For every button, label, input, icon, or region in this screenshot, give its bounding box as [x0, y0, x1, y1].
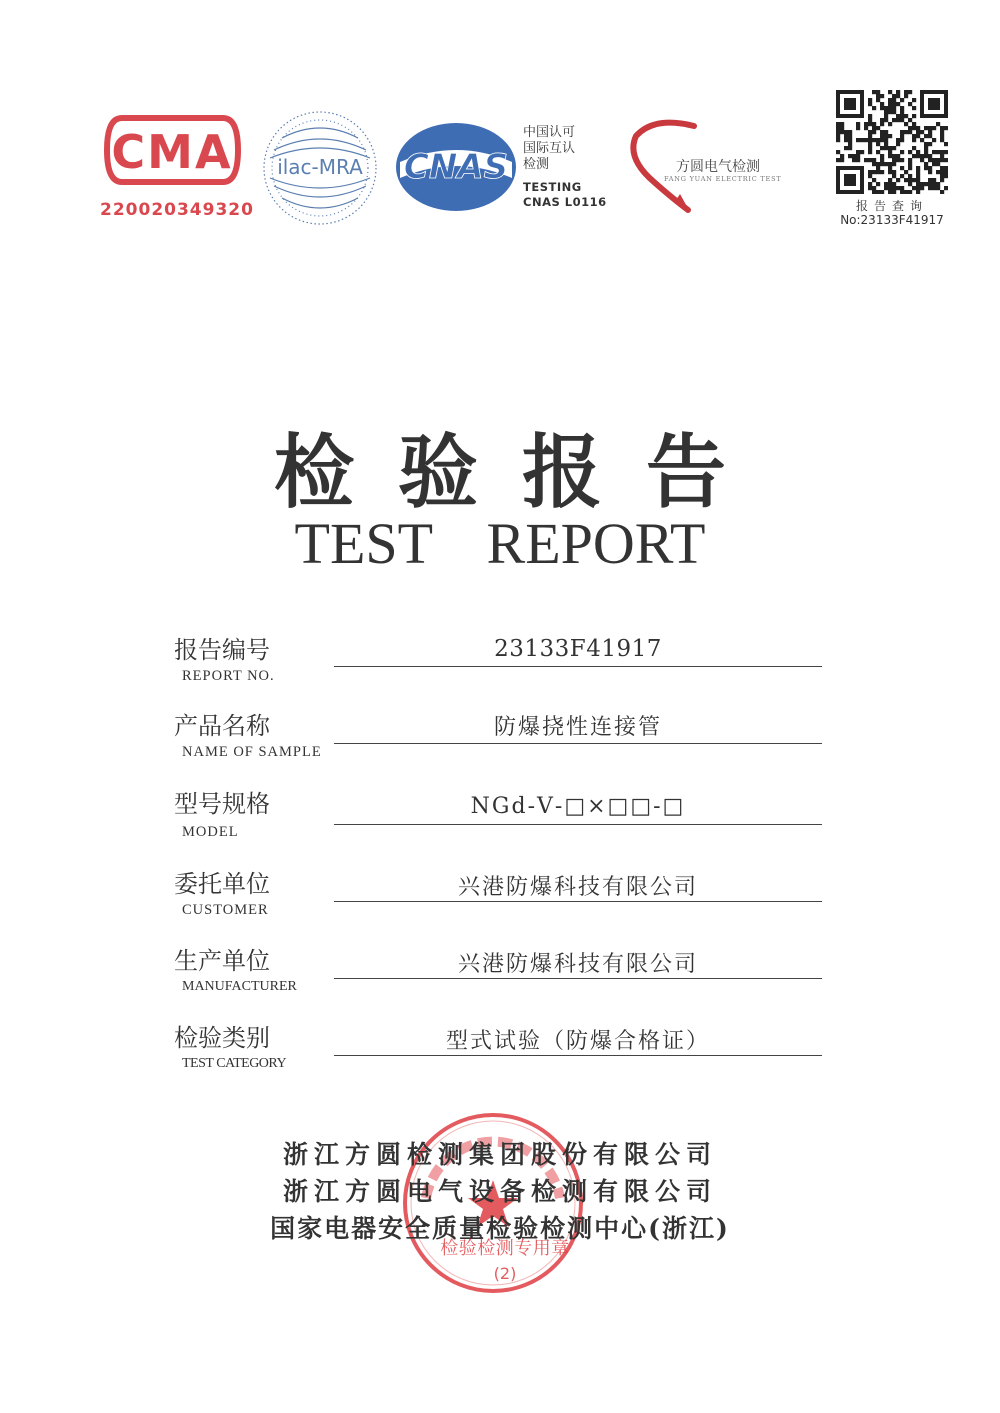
field-underline [334, 978, 822, 979]
field-underline [334, 901, 822, 902]
cnas-cn-line: 国际互认 [523, 141, 576, 156]
field-label-en: MANUFACTURER [182, 979, 297, 994]
field-test-category [0, 1018, 1000, 1098]
cma-number: 220020349320 [100, 200, 254, 220]
field-label-cn: 型号规格 [174, 790, 270, 818]
field-label-en: REPORT NO. [182, 668, 275, 684]
cnas-en-text [523, 180, 623, 210]
title-en: TEST REPORT [294, 511, 706, 576]
seal-text: 检验检测专用章 [440, 1238, 570, 1259]
cma-logo-text: CMA [111, 125, 233, 179]
issuer-1: 浙江方圆检测集团股份有限公司 [282, 1140, 717, 1169]
cnas-cn-text [523, 125, 613, 173]
cnas-logo [392, 118, 520, 216]
field-value: 23133F41917 [494, 636, 662, 662]
field-underline [334, 666, 822, 667]
field-label-cn: 报告编号 [174, 636, 270, 664]
cma-logo [100, 110, 245, 190]
field-underline [334, 743, 822, 744]
field-value: 型式试验（防爆合格证） [445, 1029, 710, 1054]
field-label-en: NAME OF SAMPLE [182, 744, 322, 760]
issuer-2: 浙江方圆电气设备检测有限公司 [282, 1177, 717, 1206]
qr-number: No:23133F41917 [840, 213, 944, 227]
issuer-3: 国家电器安全质量检验检测中心(浙江) [270, 1214, 730, 1243]
title-cn: 检验报告 [274, 425, 770, 519]
seal-number: (2) [493, 1264, 517, 1283]
field-underline [334, 1055, 822, 1056]
cnas-en-line: TESTING [523, 180, 582, 194]
qr-label: 报告查询 [855, 199, 928, 213]
field-label-en: MODEL [182, 824, 239, 840]
field-label-cn: 检验类别 [174, 1024, 270, 1052]
field-model [0, 784, 1000, 864]
cnas-en-line: CNAS L0116 [523, 195, 607, 209]
field-value: 防爆挠性连接管 [493, 715, 662, 740]
field-value: 兴港防爆科技有限公司 [457, 875, 698, 900]
field-label-en: CUSTOMER [182, 902, 269, 918]
field-value: NGd-Ⅴ-□×□□-□ [470, 794, 686, 819]
ilac-logo-text: ilac-MRA [277, 155, 363, 179]
field-label-cn: 生产单位 [174, 947, 270, 975]
qr-code[interactable] [836, 90, 948, 194]
field-label-cn: 产品名称 [174, 712, 270, 740]
fangyuan-cn-name: 方圆电气检测 [676, 159, 760, 175]
cnas-logo-text: CNAS [403, 147, 509, 187]
ilac-mra-logo [260, 108, 380, 228]
fangyuan-en-name: FANG YUAN ELECTRIC TEST [664, 175, 782, 183]
field-report-no [0, 630, 1000, 710]
field-customer [0, 864, 1000, 944]
field-underline [334, 824, 822, 825]
field-label-en: TEST CATEGORY [182, 1056, 287, 1071]
field-sample-name [0, 706, 1000, 786]
field-label-cn: 委托单位 [174, 870, 270, 898]
cnas-cn-line: 中国认可 [523, 125, 576, 140]
field-manufacturer [0, 941, 1000, 1021]
cnas-cn-line: 检测 [523, 157, 550, 172]
field-value: 兴港防爆科技有限公司 [457, 952, 698, 977]
